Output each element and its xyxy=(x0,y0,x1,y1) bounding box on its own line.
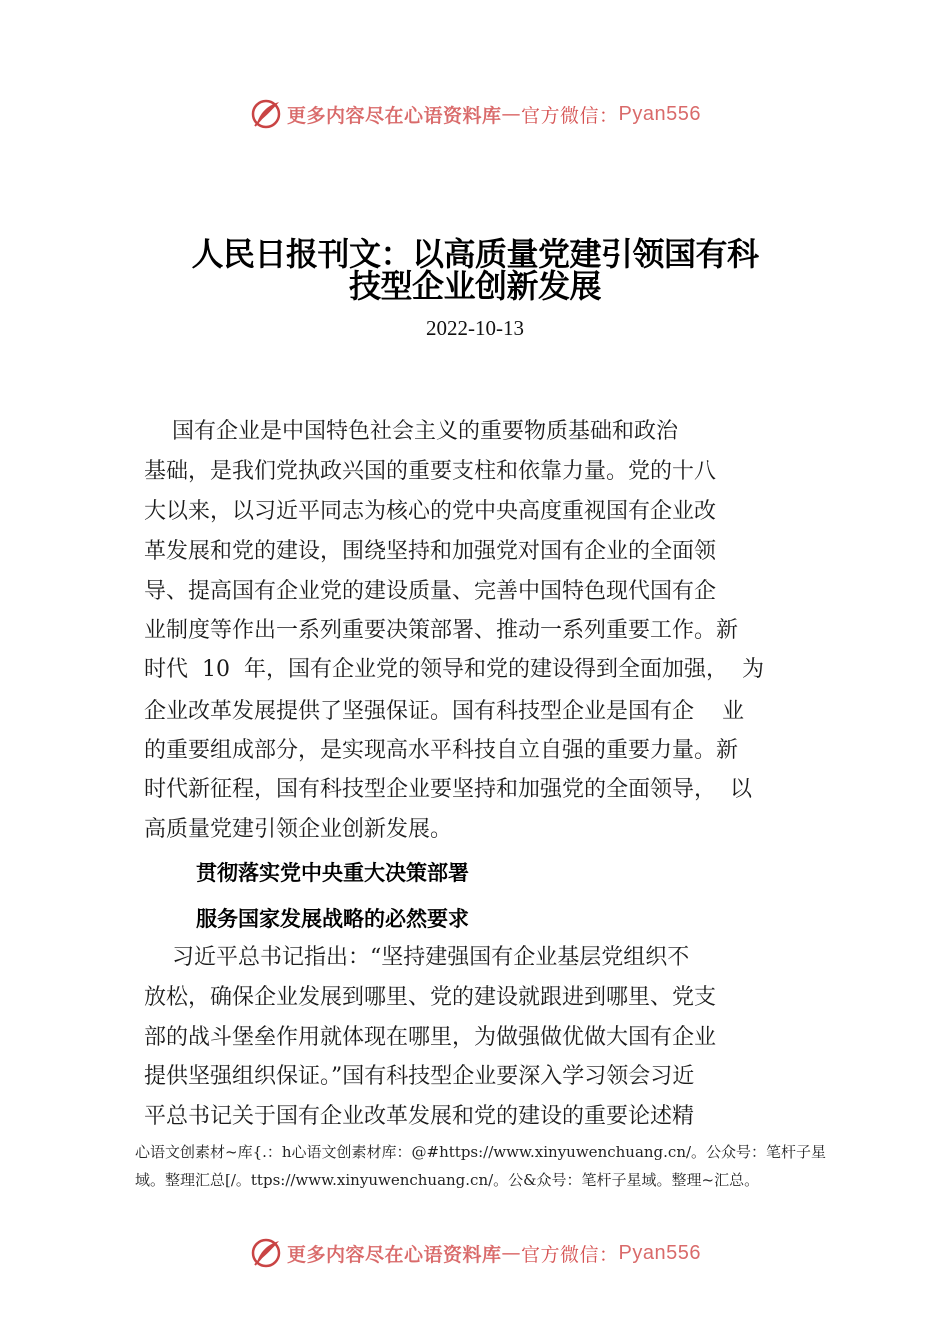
top-banner xyxy=(0,92,950,136)
banner-separator: — xyxy=(501,103,522,125)
article-title xyxy=(150,235,800,305)
paragraph-line: 提供坚强组织保证。”国有科技型企业要深入学习领会习近 xyxy=(144,1064,695,1089)
feather-pen-logo-icon xyxy=(249,97,283,131)
paragraph-line: 企业改革发展提供了坚强保证。国有科技型企业是国有企 业 xyxy=(144,699,744,724)
paragraph-line: 基础，是我们党执政兴国的重要支柱和依靠力量。党的十八 xyxy=(144,459,717,484)
banner-prefix: 更多内容尽在心语资料库 xyxy=(287,104,502,127)
bottom-banner xyxy=(0,1231,950,1275)
paragraph-line: 大以来，以习近平同志为核心的党中央高度重视国有企业改 xyxy=(144,499,717,524)
banner-separator: — xyxy=(501,1242,522,1264)
title-line-2: 技型企业创新发展 xyxy=(348,267,601,305)
paragraph-line: 国有企业是中国特色社会主义的重要物质基础和政治 xyxy=(144,419,678,444)
banner-handle: Pyan556 xyxy=(618,102,701,125)
footer-watermark-note: 心语文创素材~库{.：h心语文创素材库：@#https://www.xinyuwenchuang.cn/。公众号：笔杆子星域。整理汇总[/。ttps://www.xinyuwenchuang.cn/。公&众号：笔杆子星域。整理~汇总。 xyxy=(135,1143,827,1189)
paragraph-line: 放松，确保企业发展到哪里、党的建设就跟进到哪里、党支 xyxy=(144,985,717,1010)
paragraph-line: 高质量党建引领企业创新发展。 xyxy=(144,817,453,842)
paragraph-line: 部的战斗堡垒作用就体现在哪里，为做强做优做大国有企业 xyxy=(144,1025,717,1050)
section-heading-2: 服务国家发展战略的必然要求 xyxy=(196,907,469,931)
publish-date: 2022-10-13 xyxy=(426,316,524,340)
paragraph-line: 习近平总书记指出：“坚持建强国有企业基层党组织不 xyxy=(144,945,690,970)
paragraph-line: 的重要组成部分，是实现高水平科技自立自强的重要力量。新 xyxy=(144,738,739,763)
title-line-1: 人民日报刊文：以高质量党建引领国有科 xyxy=(191,235,759,273)
banner-label: 官方微信： xyxy=(521,104,619,127)
paragraph-line: 时代 10 年，国有企业党的领导和党的建设得到全面加强， 为 xyxy=(144,657,764,682)
paragraph-line: 时代新征程，国有科技型企业要坚持和加强党的全面领导， 以 xyxy=(144,777,752,802)
paragraph-line: 平总书记关于国有企业改革发展和党的建设的重要论述精 xyxy=(144,1104,695,1129)
paragraph-line: 革发展和党的建设，围绕坚持和加强党对国有企业的全面领 xyxy=(144,539,717,564)
section-heading-1: 贯彻落实党中央重大决策部署 xyxy=(196,861,469,885)
paragraph-line: 导、提高国有企业党的建设质量、完善中国特色现代国有企 xyxy=(144,579,717,604)
banner-label: 官方微信： xyxy=(521,1243,619,1266)
banner-prefix: 更多内容尽在心语资料库 xyxy=(287,1243,502,1266)
paragraph-line: 业制度等作出一系列重要决策部署、推动一系列重要工作。新 xyxy=(144,618,739,643)
feather-pen-logo-icon xyxy=(249,1236,283,1270)
banner-handle: Pyan556 xyxy=(618,1241,701,1264)
